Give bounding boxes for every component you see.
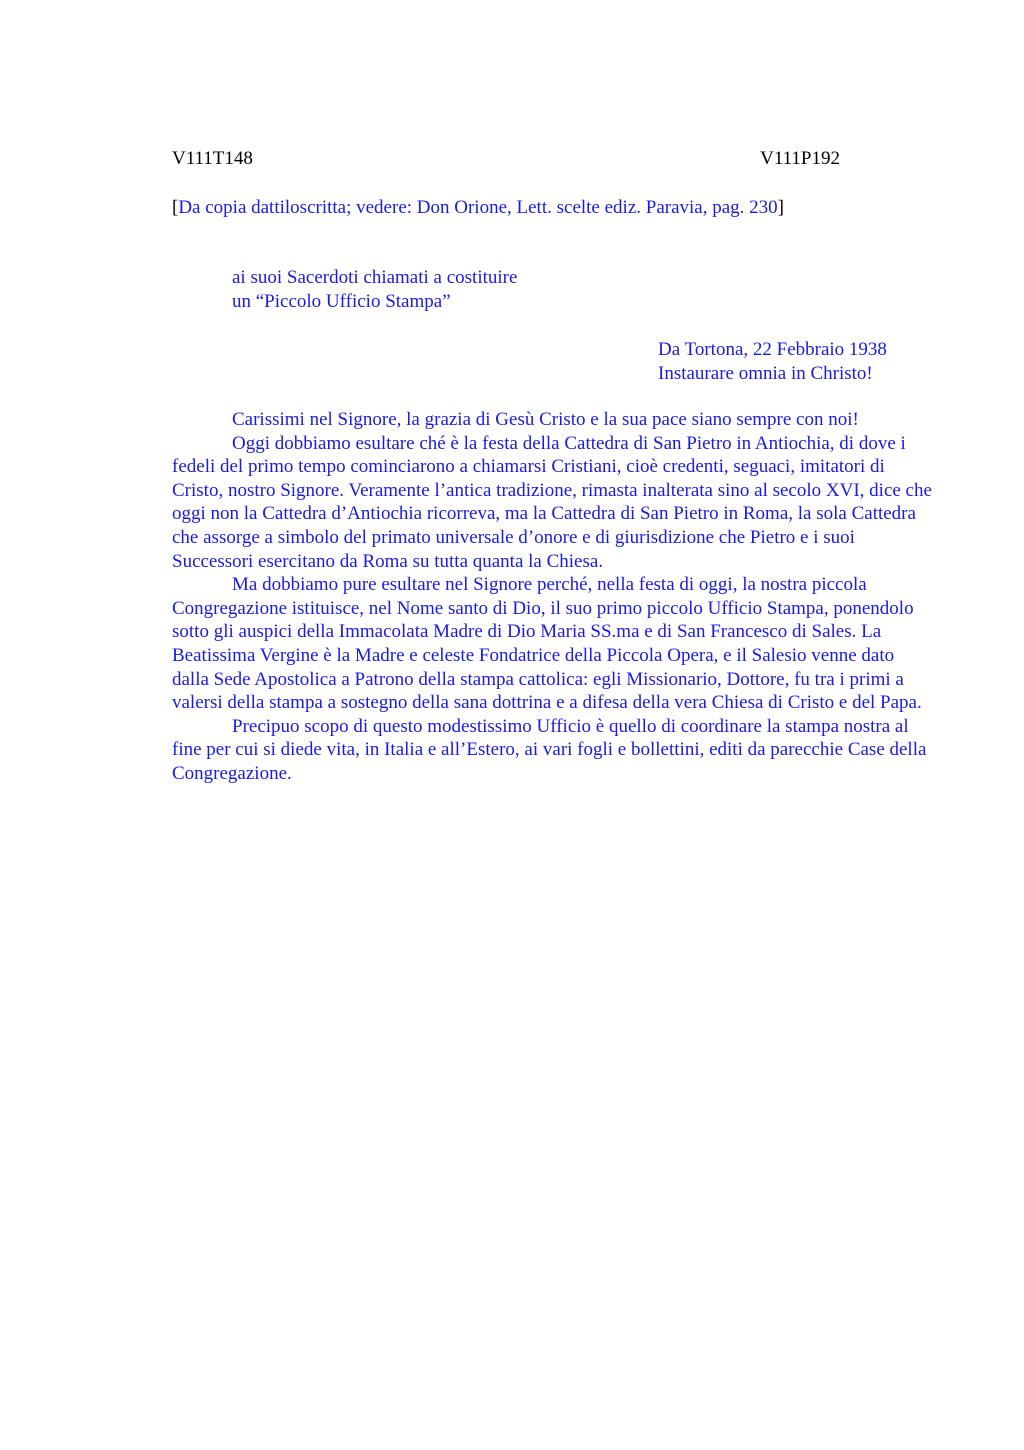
place-date — [658, 338, 887, 385]
paragraph: Oggi dobbiamo esultare ché è la festa della Cattedra di San Pietro in Antiochia, di dove i fedeli del primo tempo cominciarono a chiamarsi Cristiani, cioè credenti, seguaci, imitatori di Cristo, nostro Signore. Veramente l’antica tradizione, rimasta inalterata sino al secolo XVI, dice che oggi non la Cattedra d’Antiochia ricorreva, ma la Cattedra di San Pietro in Roma, la sola Cattedra che assorge a simbolo del primato universale d’onore e di giurisdizione che Pietro e i suoi Successori esercitano da Roma su tutta quanta la Chiesa. — [172, 432, 932, 572]
addressee-line: un “Piccolo Ufficio Stampa” — [232, 290, 451, 312]
addressee-line: ai suoi Sacerdoti chiamati a costituire — [232, 267, 518, 288]
paragraph: Precipuo scopo di questo modestissimo Ufficio è quello di coordinare la stampa nostra al fine per cui si diede vita, in Italia e all’Estero, ai vari fogli e bollettini, editi da parecchie Case della Congregazione. — [172, 715, 927, 784]
paragraph: Ma dobbiamo pure esultare nel Signore perché, nella festa di oggi, la nostra piccola Congregazione istituisce, nel Nome santo di Dio, il suo primo piccolo Ufficio Stampa, ponendolo sotto gli auspici della Immacolata Madre di Dio Maria SS.ma e di San Francesco di Sales. La Beatissima Vergine è la Madre e celeste Fondatrice della Piccola Opera, e il Salesio venne dato dalla Sede Apostolica a Patrono della stampa cattolica: egli Missionario, Dottore, fu tra i primi a valersi della stampa a sostegno della sana dottrina e a difesa della vera Chiesa di Cristo e del Papa. — [172, 574, 922, 714]
right-code: V111P192 — [760, 148, 840, 169]
place-date-line: Da Tortona, 22 Febbraio 1938 — [658, 339, 887, 360]
paragraph: Carissimi nel Signore, la grazia di Gesù Cristo e la sua pace siano sempre con noi! — [232, 409, 859, 430]
left-code: V111T148 — [172, 148, 253, 169]
document-codes — [172, 147, 840, 171]
motto-line: Instaurare omnia in Christo! — [658, 362, 873, 384]
addressee — [232, 266, 517, 313]
source-note-text: Da copia dattiloscritta; vedere: Don Orione, Lett. scelte ediz. Paravia, pag. 230 — [178, 197, 778, 218]
letter-body — [172, 408, 932, 786]
source-note — [172, 196, 784, 220]
source-close-bracket: ] — [777, 197, 784, 218]
source-open-bracket: [ — [172, 197, 179, 218]
